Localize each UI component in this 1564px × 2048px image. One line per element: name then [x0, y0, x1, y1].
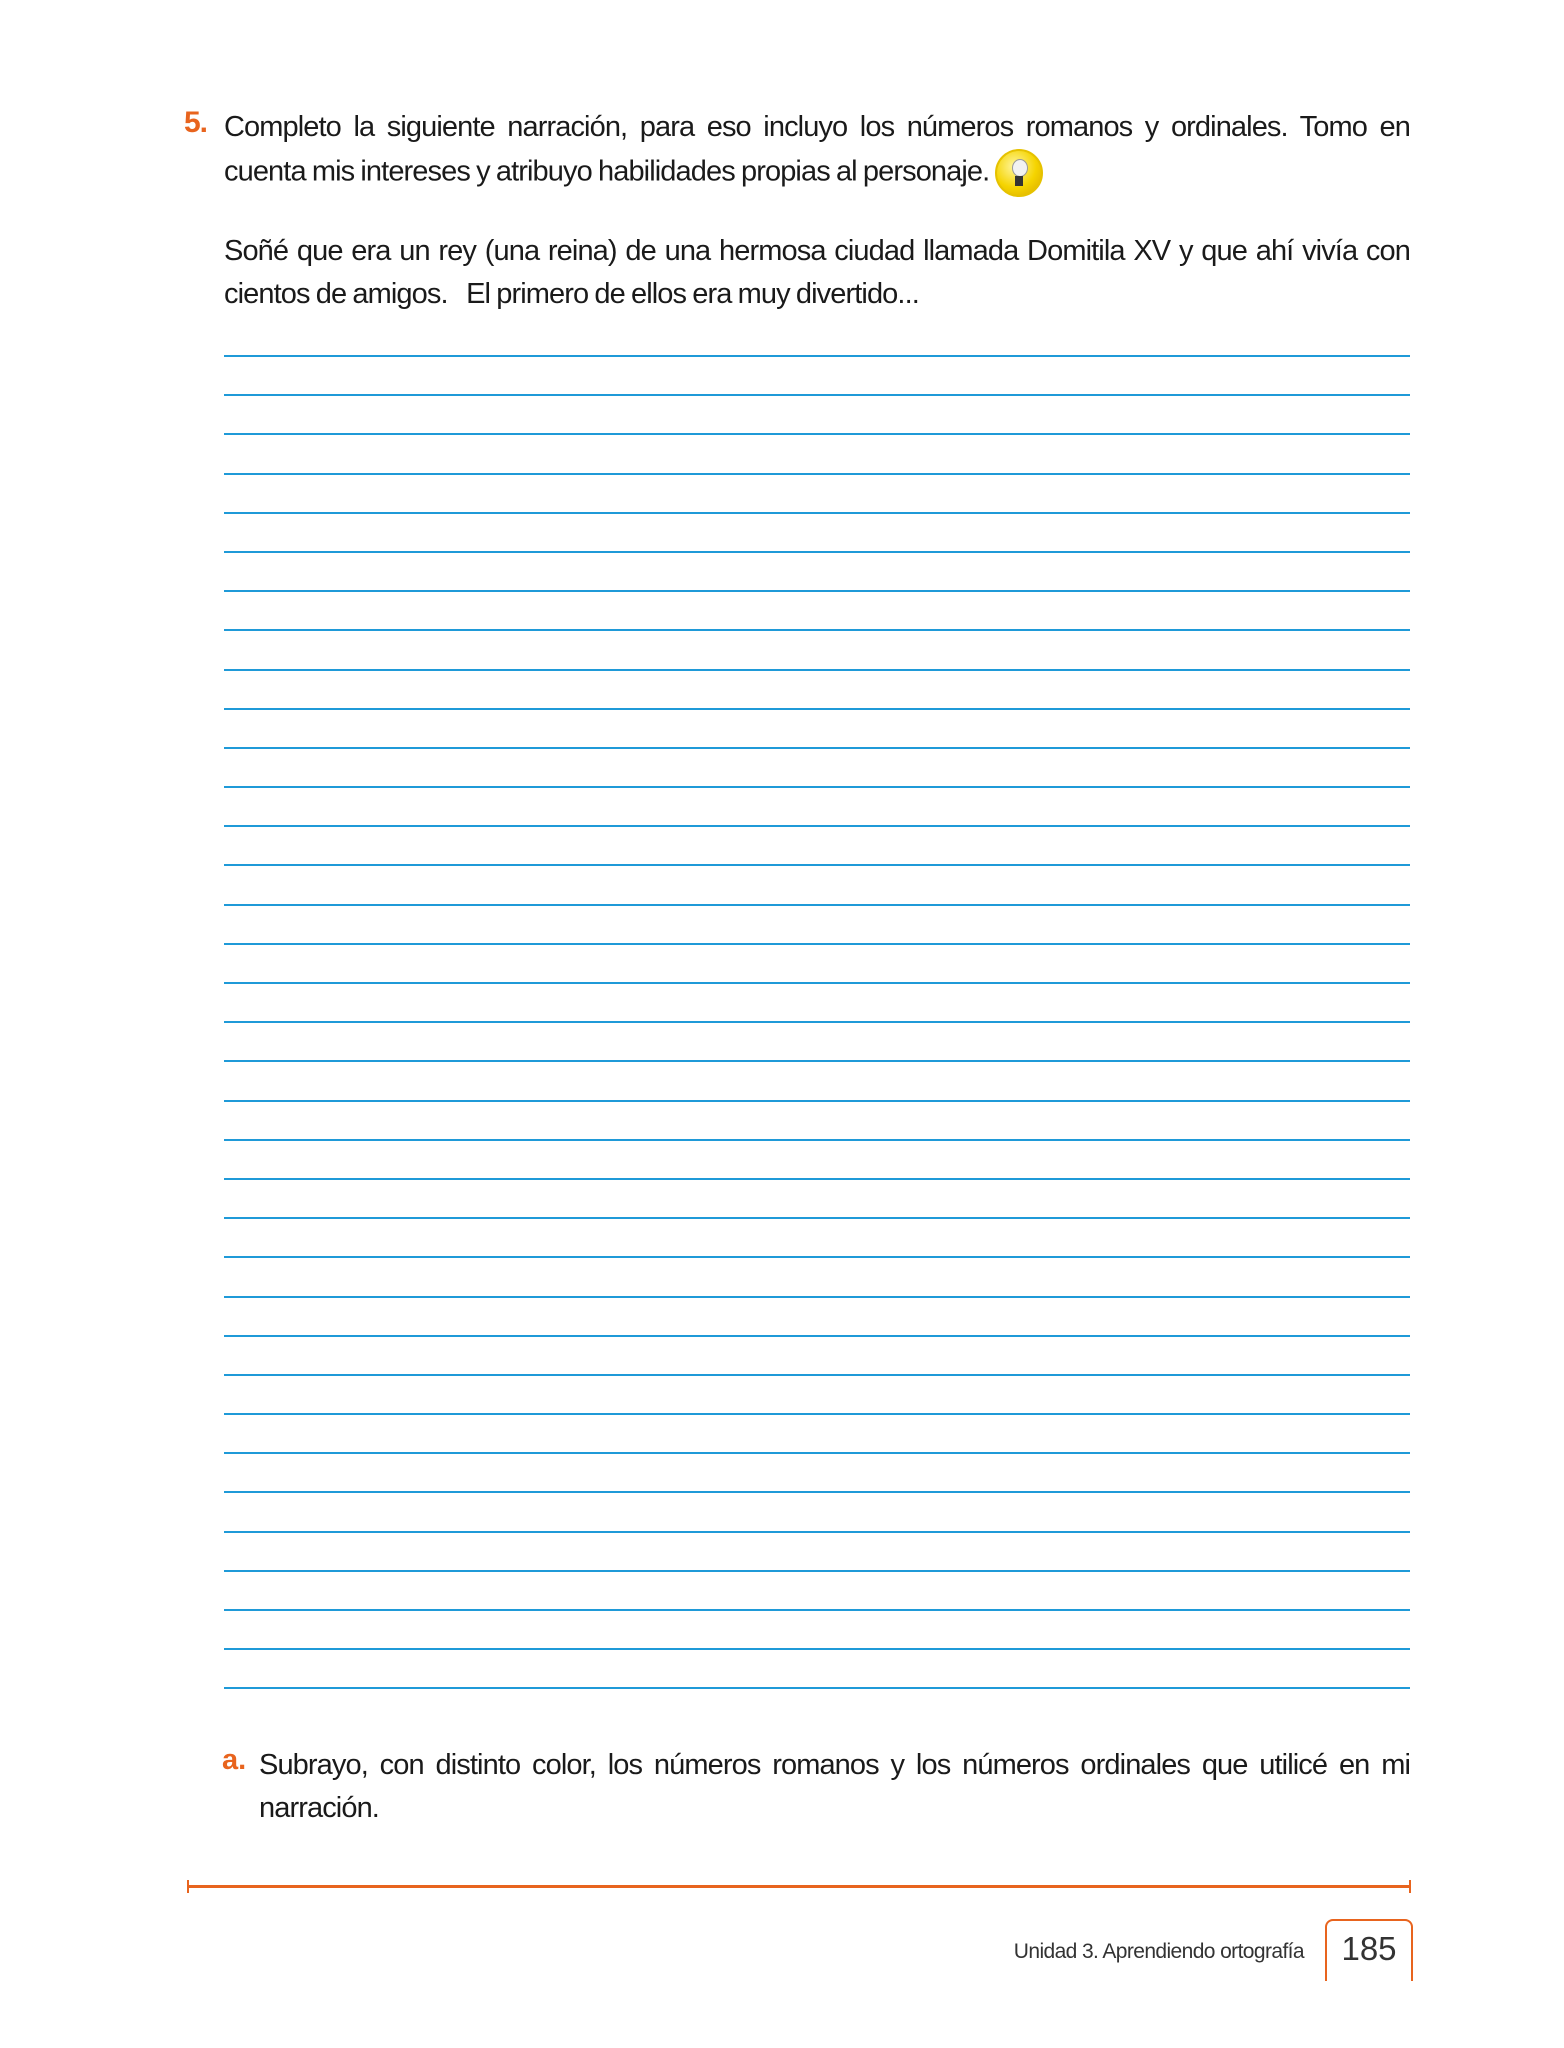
writing-line[interactable]: [224, 1335, 1410, 1337]
writing-line[interactable]: [224, 1452, 1410, 1454]
writing-line[interactable]: [224, 1648, 1410, 1650]
writing-line[interactable]: [224, 629, 1410, 631]
writing-lines[interactable]: [224, 355, 1410, 1727]
lightbulb-icon: [995, 149, 1043, 197]
writing-line[interactable]: [224, 1100, 1410, 1102]
writing-line[interactable]: [224, 1178, 1410, 1180]
instruction-text: Completo la siguiente narración, para eso incluyo los números romanos y ordinales. Tomo en cuenta mis intereses y atribuyo habilidades propias al personaje.: [224, 111, 1410, 188]
exercise-instruction: [224, 106, 1410, 197]
story-start: Soñé que era un rey (una reina) de una hermosa ciudad llamada Domitila XV y que ahí vivía con cientos de amigos. El primero de ellos era muy divertido...: [224, 235, 1417, 310]
writing-line[interactable]: [224, 864, 1410, 866]
writing-line[interactable]: [224, 786, 1410, 788]
writing-line[interactable]: [224, 590, 1410, 592]
writing-line[interactable]: [224, 1021, 1410, 1023]
writing-line[interactable]: [224, 551, 1410, 553]
writing-line[interactable]: [224, 473, 1410, 475]
unit-title: Unidad 3. Aprendiendo ortografía: [1013, 1940, 1304, 1963]
writing-line[interactable]: [224, 669, 1410, 671]
writing-line[interactable]: [224, 1060, 1410, 1062]
writing-line[interactable]: [224, 1374, 1410, 1376]
sub-item-text: Subrayo, con distinto color, los números romanos y los números ordinales que utilicé en mi narración.: [259, 1749, 1410, 1824]
page-number: 185: [1325, 1919, 1413, 1981]
exercise-number: 5.: [184, 106, 208, 139]
writing-line[interactable]: [224, 1413, 1410, 1415]
writing-line[interactable]: [224, 1531, 1410, 1533]
writing-line[interactable]: [224, 982, 1410, 984]
writing-line[interactable]: [224, 433, 1410, 435]
writing-line[interactable]: [224, 1491, 1410, 1493]
writing-line[interactable]: [224, 1256, 1410, 1258]
footer-divider: [187, 1885, 1411, 1888]
writing-line[interactable]: [224, 1139, 1410, 1141]
writing-line[interactable]: [224, 394, 1410, 396]
writing-line[interactable]: [224, 1296, 1410, 1298]
writing-line[interactable]: [224, 1687, 1410, 1689]
writing-line[interactable]: [224, 1217, 1410, 1219]
writing-line[interactable]: [224, 904, 1410, 906]
writing-line[interactable]: [224, 747, 1410, 749]
writing-line[interactable]: [224, 825, 1410, 827]
writing-line[interactable]: [224, 708, 1410, 710]
sub-item-label: a.: [222, 1744, 247, 1776]
writing-line[interactable]: [224, 943, 1410, 945]
writing-line[interactable]: [224, 355, 1410, 357]
writing-line[interactable]: [224, 1609, 1410, 1611]
writing-line[interactable]: [224, 1570, 1410, 1572]
writing-line[interactable]: [224, 512, 1410, 514]
